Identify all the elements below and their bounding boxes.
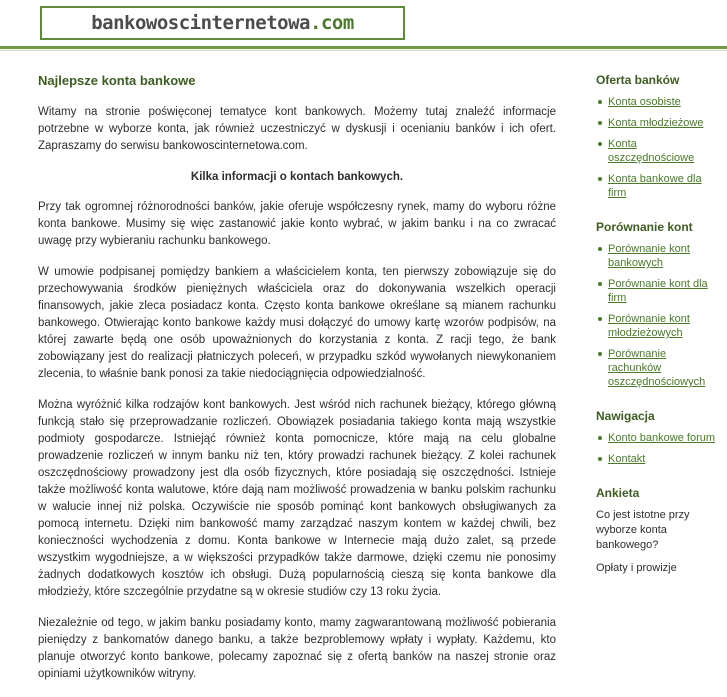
site-logo[interactable] — [40, 6, 405, 40]
header-divider — [0, 46, 727, 49]
sidebar-link-konta-osobiste[interactable]: Konta osobiste — [608, 96, 681, 108]
logo-text — [91, 12, 354, 34]
logo-text-part2: internetowa — [189, 12, 311, 34]
poll-option[interactable]: Opłaty i prowizje — [596, 562, 677, 574]
sidebar-link-konta-dla-firm[interactable]: Konta bankowe dla firm — [608, 173, 702, 199]
list-item[interactable] — [596, 347, 716, 389]
page-title: Najlepsze konta bankowe — [38, 73, 196, 88]
sidebar-list-oferta — [596, 95, 716, 200]
sidebar-heading-ankieta: Ankieta — [596, 486, 640, 500]
list-item[interactable] — [596, 452, 716, 466]
header-divider-light — [0, 50, 727, 51]
sidebar-link-porownanie-kont-bankowych[interactable]: Porównanie kont bankowych — [608, 243, 690, 269]
sidebar-link-forum[interactable]: Konto bankowe forum — [608, 432, 716, 444]
poll-question: Co jest istotne przy wyborze konta bankowego? — [596, 509, 690, 551]
sidebar-link-porownanie-kont-dla-firm[interactable]: Porównanie kont dla firm — [608, 278, 708, 304]
body-paragraph-3: Można wyróżnić kilka rodzajów kont bankowych. Jest wśród nich rachunek bieżący, którego główną funkcją stało się przeprowadzanie rozliczeń. Obowiązek posiadania takiego konta mają wszystkie podmioty gospodarcze. Istniejąć również konta pomocnicze, które mają na celu globalne prowadzenie rozliczeń w innym banku niż ten, który prowadzi rachunek bieżący. Z kolei rachunek oszczędnościowy prowadzony jest dla osób fizycznych, które posiadają się oszczędności. Istnieje także możliwość konta walutowe, które dają nam możliwość prowadzenia w banku polskim rachunku w walucie innej niż polska. Oczywiście nie sposób pominąć kont bankowych obsługiwanych za pomocą internetu. Dzięki nim bankowość mamy zarządzać naszym kontem w każdej chwili, bez konieczności wychodzenia z domu. Konta bankowe w Internecie mają dużo zalet, są przede wszystkim wygodniejsze, a w większości przypadków także darmowe, dzięki czemu nie ponosimy żadnych dodatkowych kosztów ich obsługi. Dużą popularnością cieszą się konta bankowe dla młodzieży, które szczególnie przydatne są w okresie studiów czy 13 roku życia. — [38, 399, 556, 598]
intro-paragraph: Witamy na stronie poświęconej tematyce kont bankowych. Możemy tutaj znaleźć informacje potrzebne w wyborze konta, jak również uczestniczyć w dyskusji i ocenianiu banków i ich ofert. Zapraszamy do serwisu bankowoscinternetowa.com. — [38, 106, 556, 152]
logo-text-part3: .com — [310, 12, 354, 34]
logo-text-part1: bankowosc — [91, 12, 190, 34]
sidebar-link-konta-oszczednosciowe[interactable]: Konta oszczędnościowe — [608, 138, 695, 164]
sidebar-heading-nawigacja: Nawigacja — [596, 409, 655, 423]
sidebar-link-konta-mlodziezowe[interactable]: Konta młodzieżowe — [608, 117, 704, 129]
list-item[interactable] — [596, 137, 716, 165]
sidebar-list-nawigacja — [596, 431, 716, 466]
sidebar-link-porownanie-rachunkow-oszczednosciowych[interactable]: Porównanie rachunków oszczędnościowych — [608, 348, 706, 388]
list-item[interactable] — [596, 242, 716, 270]
list-item[interactable] — [596, 277, 716, 305]
content-wrapper — [0, 53, 727, 680]
sidebar-link-kontakt[interactable]: Kontakt — [608, 453, 646, 465]
site-header — [0, 0, 727, 48]
list-item[interactable] — [596, 312, 716, 340]
sidebar-list-porownanie — [596, 242, 716, 389]
list-item[interactable] — [596, 95, 716, 109]
list-item[interactable] — [596, 172, 716, 200]
body-paragraph-4: Niezależnie od tego, w jakim banku posiadamy konto, mamy zagwarantowaną możliwość pobierania pieniędzy z bankomatów danego banku, a także bezproblemowy wpłaty i wypłaty. Każdemu, kto planuje otworzyć konto bankowe, polecamy zapoznać się z ofertą banków na naszej stronie oraz opiniami użytkowników witryny. — [38, 617, 556, 680]
list-item[interactable] — [596, 431, 716, 445]
sidebar-heading-porownanie: Porównanie kont — [596, 220, 693, 234]
sidebar — [596, 53, 716, 576]
body-paragraph-2: W umowie podpisanej pomiędzy bankiem a właścicielem konta, ten pierwszy zobowiązuje się do przechowywania środków pieniężnych właściciela oraz do dokonywania wszelkich operacji finansowych, jakie zleca posiadacz konta. Często konta bankowe określane są mianem rachunku bankowego. Otwierając konto bankowe każdy musi dołączyć do umowy kartę wzorów podpisów, na której zawarte będą one osób upoważnionych do korzystania z konta. Z racji tego, że bank zobowiązany jest do realizacji płatniczych poleceń, w przypadku szkód wywołanych niewykonaniem zlecenia, to właśnie bank ponosi za takie niedociągnięcia odpowiedzialność. — [38, 266, 556, 380]
main-content — [38, 53, 556, 697]
body-paragraph-1: Przy tak ogromnej różnorodności banków, jakie oferuje współczesny rynek, mamy do wyboru różne konta bankowe. Musimy się więc zastanowić jakie konto wybrać, w jakim banku i na co zwracać uwagę przy wybieraniu rachunku bankowego. — [38, 201, 556, 247]
section-title: Kilka informacji o kontach bankowych. — [190, 171, 404, 183]
sidebar-heading-oferta: Oferta banków — [596, 73, 680, 87]
list-item[interactable] — [596, 116, 716, 130]
sidebar-link-porownanie-kont-mlodziezowych[interactable]: Porównanie kont młodzieżowych — [608, 313, 690, 339]
